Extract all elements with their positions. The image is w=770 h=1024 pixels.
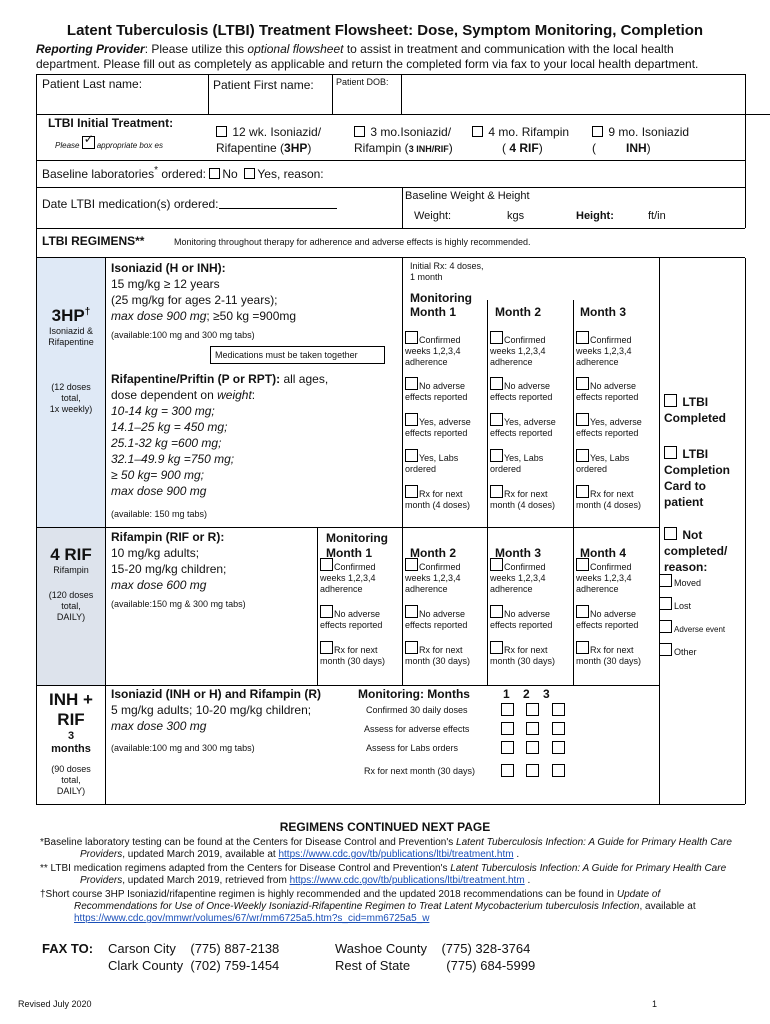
inh-rif-monitor-label: Rx for next month (30 days)	[364, 766, 476, 776]
monitor-3hp-item-label: No adverse effects reported	[576, 381, 639, 402]
monitor-4rif-item[interactable]	[576, 605, 656, 631]
monitor-3hp-item-label: Rx for next month (4 doses)	[576, 489, 642, 510]
regimen-4rif-name: 4 RIF Rifampin	[50, 545, 92, 575]
regimen-inh-rif-doses: (90 doses total, DAILY)	[51, 764, 91, 796]
monitor-4rif-item-checkbox[interactable]	[320, 558, 333, 571]
option-9inh[interactable]: 9 mo. Isoniazid ( INH)	[592, 125, 690, 155]
monitor-3hp-item-checkbox[interactable]	[405, 331, 418, 344]
height-label: Height:	[576, 210, 614, 222]
regimen-4rif-doses: (120 doses total, DAILY)	[48, 590, 94, 622]
inh-rif-month-checkbox[interactable]	[526, 703, 539, 716]
completion-card-checkbox[interactable]	[664, 446, 677, 459]
month-header: Month 2	[410, 546, 456, 560]
patient-first-name-label: Patient First name:	[213, 78, 314, 92]
completion-card[interactable]: LTBI Completion Card to patient	[664, 447, 730, 509]
regimens-label: LTBI REGIMENS**	[42, 234, 145, 248]
month-header: Month 1	[326, 546, 372, 560]
inh-availability: (available:100 mg and 300 mg tabs)	[111, 330, 255, 340]
monitor-4rif-item-checkbox[interactable]	[576, 605, 589, 618]
inh-rif-monitor-label: Assess for adverse effects	[364, 724, 470, 734]
rpt-availability: (available: 150 mg tabs)	[111, 509, 208, 519]
monitor-4rif-item-label: No adverse effects reported	[490, 609, 553, 630]
monitor-3hp-item[interactable]	[490, 485, 570, 511]
not-completed-checkbox[interactable]	[664, 527, 677, 540]
monitor-4rif-item[interactable]	[320, 641, 400, 667]
monitor-3hp-item-label: No adverse effects reported	[490, 381, 553, 402]
baseline-labs-no-checkbox[interactable]	[209, 168, 220, 179]
reason-adverse-checkbox[interactable]	[659, 620, 672, 633]
weight-unit: kgs	[507, 210, 525, 222]
monitor-3hp-item[interactable]	[576, 331, 656, 368]
checkbox-9inh[interactable]	[592, 126, 603, 137]
monitor-4rif-item[interactable]	[320, 558, 400, 595]
monitor-3hp-item-label: Confirmed weeks 1,2,3,4 adherence	[490, 335, 546, 367]
inh-rif-availability: (available:100 mg and 300 mg tabs)	[111, 743, 255, 753]
monitor-3hp-item[interactable]	[576, 485, 656, 511]
monitor-4rif-item-label: Rx for next month (30 days)	[490, 645, 556, 666]
baseline-weight-header: Baseline Weight & Height	[405, 190, 530, 202]
reason-lost[interactable]: Lost	[659, 597, 725, 620]
inh-rif-month-checkbox[interactable]	[526, 722, 539, 735]
monitor-4rif-item[interactable]	[405, 558, 485, 595]
page-number: 1	[652, 999, 658, 1009]
inh-rif-month-checkbox[interactable]	[552, 722, 565, 735]
monitor-4rif-item[interactable]	[490, 558, 570, 595]
monitor-4rif-item[interactable]	[320, 605, 400, 631]
footnote-1: *Baseline laboratory testing can be found at the Centers for Disease Control and Prevention's Latent Tuberculosis Infection: A Guide for Primary Health Care Providers, updated March 2019, available at https://www.cdc.gov/tb/publications/ltbi/treatment.htm .	[40, 837, 732, 860]
fax-row: Washoe County (775) 328-3764	[335, 941, 531, 956]
monitor-3hp-item[interactable]	[405, 485, 485, 511]
monitor-4rif-item-checkbox[interactable]	[405, 605, 418, 618]
option-3hp[interactable]: 12 wk. Isoniazid/ Rifapentine (3HP)	[216, 125, 322, 155]
rif-availability: (available:150 mg & 300 mg tabs)	[111, 599, 246, 609]
monitor-3hp-item-checkbox[interactable]	[576, 449, 589, 462]
footnote-3-link[interactable]: https://www.cdc.gov/mmwr/volumes/67/wr/mm6725a5.htm?s_cid=mm6725a5_w	[74, 913, 430, 924]
revised-date: Revised July 2020	[18, 999, 92, 1009]
reason-other-checkbox[interactable]	[659, 643, 672, 656]
monitor-3hp-item[interactable]	[490, 413, 570, 439]
regimen-3hp-doses: (12 doses total, 1x weekly)	[49, 382, 93, 414]
reason-moved[interactable]: Moved	[659, 574, 725, 597]
reason-list	[659, 574, 725, 666]
option-4rif[interactable]: 4 mo. Rifampin ( 4 RIF)	[472, 124, 569, 156]
checkbox-4rif[interactable]	[472, 126, 483, 137]
inh-rif-month-checkbox[interactable]	[501, 741, 514, 754]
option-3inh-rif[interactable]: 3 mo.Isoniazid/ Rifampin (3 INH/RIF)	[354, 125, 453, 155]
inh-rif-month-checkbox[interactable]	[501, 703, 514, 716]
monitor-3hp-item[interactable]	[405, 413, 485, 439]
monitor-3hp-item-checkbox[interactable]	[405, 449, 418, 462]
regimen-3hp-name: 3HP† Isoniazid & Rifapentine	[48, 306, 94, 347]
patient-dob-field[interactable]	[336, 90, 398, 110]
baseline-labs-yes-checkbox[interactable]	[244, 168, 255, 179]
monitor-4rif-item-checkbox[interactable]	[490, 641, 503, 654]
page-title: Latent Tuberculosis (LTBI) Treatment Flowsheet: Dose, Symptom Monitoring, Completion	[66, 22, 704, 39]
reason-adverse[interactable]: Adverse event	[659, 620, 725, 643]
monitor-4rif-item[interactable]	[405, 641, 485, 667]
monitor-3hp-item[interactable]	[490, 377, 570, 403]
monitor-3hp-item-checkbox[interactable]	[490, 331, 503, 344]
monitor-3hp-item-label: No adverse effects reported	[405, 381, 468, 402]
inh-dosing: Isoniazid (H or INH): 15 mg/kg ≥ 12 years (25 mg/kg for ages 2-11 years); max dose 900 mg; ≥50 kg =900mg	[111, 261, 297, 323]
monitoring-3hp-label: Monitoring	[410, 291, 472, 305]
inh-rif-monitor-label: Assess for Labs orders	[366, 743, 459, 753]
monitor-3hp-item-checkbox[interactable]	[405, 377, 418, 390]
monitor-3hp-item-checkbox[interactable]	[576, 377, 589, 390]
date-ordered-field[interactable]	[219, 198, 337, 209]
monitor-3hp-item-label: Yes, Labs ordered	[490, 453, 544, 474]
check-icon: ✓	[82, 136, 95, 149]
monitor-4rif-item[interactable]	[576, 641, 656, 667]
ltbi-completed[interactable]: LTBI Completed	[664, 395, 727, 425]
monitor-4rif-item[interactable]	[576, 558, 656, 595]
monitor-4rif-item-checkbox[interactable]	[490, 605, 503, 618]
monitor-3hp-item[interactable]	[576, 413, 656, 439]
monitor-4rif-item-checkbox[interactable]	[405, 641, 418, 654]
not-completed[interactable]: Not completed/ reason:	[664, 528, 728, 574]
monitor-4rif-item-label: Rx for next month (30 days)	[320, 645, 386, 666]
monitor-4rif-item-label: No adverse effects reported	[320, 609, 383, 630]
monitor-3hp-item-label: Yes, adverse effects reported	[405, 417, 471, 438]
monitor-3hp-item-checkbox[interactable]	[576, 485, 589, 498]
monitor-3hp-item-checkbox[interactable]	[490, 449, 503, 462]
footnote-3: †Short course 3HP Isoniazid/rifapentine regimen is highly recommended and the updated 2018 recommendations can be found in Update of Recommendations for Use of Once-Weekly Isoniazid-Rifapentine Regimen to Treat Latent Mycobacterium tuberculosis Infection, available at https://www.cdc.gov/mmwr/volumes/67/wr/mm6725a5.htm?s_cid=mm6725a5_w	[40, 889, 696, 924]
monitor-4rif-item-label: Confirmed weeks 1,2,3,4 adherence	[405, 562, 461, 594]
fax-row: Rest of State (775) 684-5999	[335, 958, 536, 973]
monitor-4rif-item-label: Rx for next month (30 days)	[576, 645, 642, 666]
footnote-2: ** LTBI medication regimens adapted from the Centers for Disease Control and Prevention's Latent Tuberculosis Infection: A Guide for Primary Health Care Providers, updated March 2019, retrieved from https://www.cdc.gov/tb/publications/ltbi/treatment.htm .	[40, 863, 727, 886]
inh-rif-monitor-label: Confirmed 30 daily doses	[366, 705, 468, 715]
monitoring-4rif-label: Monitoring	[326, 531, 388, 545]
initial-rx-note: Initial Rx: 4 doses, 1 month	[410, 261, 484, 282]
monitor-3hp-item-checkbox[interactable]	[490, 413, 503, 426]
monitor-3hp-item-label: Confirmed weeks 1,2,3,4 adherence	[576, 335, 632, 367]
month-header: Month 3	[495, 546, 541, 560]
inh-rif-month-checkbox[interactable]	[501, 722, 514, 735]
inh-rif-month-checkbox[interactable]	[526, 764, 539, 777]
month-header: Month 3	[580, 305, 626, 319]
monitor-3hp-item-label: Confirmed weeks 1,2,3,4 adherence	[405, 335, 461, 367]
inh-rif-month-numbers: 1 2 3	[503, 687, 550, 701]
checkbox-3inh-rif[interactable]	[354, 126, 365, 137]
monitor-4rif-item-label: Confirmed weeks 1,2,3,4 adherence	[490, 562, 546, 594]
monitor-3hp-item[interactable]	[576, 449, 656, 475]
monitor-4rif-item-checkbox[interactable]	[320, 641, 333, 654]
monitor-4rif-item-checkbox[interactable]	[320, 605, 333, 618]
monitor-3hp-item-label: Yes, adverse effects reported	[576, 417, 642, 438]
monitor-4rif-item[interactable]	[490, 641, 570, 667]
regimen-inh-rif-name: INH + RIF 3 months	[49, 690, 93, 755]
baseline-labs: Baseline laboratories* ordered: No Yes, reason:	[42, 165, 324, 181]
monitor-3hp-item[interactable]	[405, 377, 485, 403]
inh-rif-month-checkbox[interactable]	[526, 741, 539, 754]
patient-last-name-label: Patient Last name:	[42, 77, 143, 91]
checkbox-3hp[interactable]	[216, 126, 227, 137]
regimens-note: Monitoring throughout therapy for adherence and adverse effects is highly recommended.	[174, 237, 531, 247]
monitor-4rif-item-checkbox[interactable]	[576, 558, 589, 571]
together-note: Medications must be taken together	[210, 346, 385, 364]
monitor-4rif-item[interactable]	[490, 605, 570, 631]
monitor-3hp-item-checkbox[interactable]	[576, 331, 589, 344]
reason-lost-checkbox[interactable]	[659, 597, 672, 610]
reason-moved-checkbox[interactable]	[659, 574, 672, 587]
month-header: Month 1	[410, 305, 456, 319]
monitor-3hp-item-label: Yes, adverse effects reported	[490, 417, 556, 438]
inh-rif-monitoring-label: Monitoring: Months	[358, 687, 470, 701]
monitor-3hp-item-label: Yes, Labs ordered	[405, 453, 459, 474]
rif-dosing: Rifampin (RIF or R): 10 mg/kg adults; 15-20 mg/kg children; max dose 600 mg	[111, 530, 227, 592]
monitor-3hp-item-label: Yes, Labs ordered	[576, 453, 630, 474]
initial-treatment-note: Please ✓ appropriate box es	[55, 132, 163, 150]
rpt-dosing: Rifapentine/Priftin (P or RPT): all ages, dose dependent on weight: 10-14 kg = 300 mg; 14.1–25 kg = 450 mg; 25.1-32 kg =600 mg; 32.1–49.9 kg =750 mg; ≥ 50 kg= 900 mg; max dose 900 mg	[111, 372, 329, 498]
inh-rif-month-checkbox[interactable]	[552, 764, 565, 777]
footnote-2-link[interactable]: https://www.cdc.gov/tb/publications/ltbi/treatment.htm	[289, 875, 525, 886]
fax-row: Clark County (702) 759-1454	[108, 958, 280, 973]
fax-row: Carson City (775) 887-2138	[108, 941, 280, 956]
patient-last-name-field[interactable]	[41, 92, 205, 112]
date-ordered: Date LTBI medication(s) ordered:	[42, 196, 337, 212]
monitor-4rif-item[interactable]	[405, 605, 485, 631]
inh-rif-month-checkbox[interactable]	[552, 703, 565, 716]
monitor-4rif-item-label: No adverse effects reported	[405, 609, 468, 630]
monitor-3hp-item[interactable]	[405, 449, 485, 475]
inh-rif-month-checkbox[interactable]	[552, 741, 565, 754]
monitor-4rif-item-label: No adverse effects reported	[576, 609, 639, 630]
patient-dob-label: Patient DOB:	[336, 77, 389, 87]
intro-lead: Reporting Provider	[36, 42, 145, 56]
monitor-4rif-item-label: Confirmed weeks 1,2,3,4 adherence	[576, 562, 632, 594]
monitor-3hp-item[interactable]	[405, 331, 485, 368]
monitor-4rif-item-checkbox[interactable]	[405, 558, 418, 571]
month-header: Month 4	[580, 546, 626, 560]
height-unit: ft/in	[648, 210, 666, 222]
monitor-4rif-item-checkbox[interactable]	[576, 641, 589, 654]
monitor-3hp-item-checkbox[interactable]	[490, 485, 503, 498]
monitor-4rif-item-label: Confirmed weeks 1,2,3,4 adherence	[320, 562, 376, 594]
monitor-3hp-item-checkbox[interactable]	[490, 377, 503, 390]
monitor-3hp-item-checkbox[interactable]	[405, 485, 418, 498]
patient-first-name-field[interactable]	[212, 94, 330, 112]
intro-text: Reporting Provider: Please utilize this optional flowsheet to assist in treatment and communication with the local health department. Please fill out as completely as applicable and return the completed form via fax to your local health department.	[36, 42, 699, 71]
monitor-3hp-item-checkbox[interactable]	[405, 413, 418, 426]
inh-rif-month-checkbox[interactable]	[501, 764, 514, 777]
monitor-3hp-item-label: Rx for next month (4 doses)	[490, 489, 556, 510]
monitor-3hp-item[interactable]	[490, 449, 570, 475]
weight-label: Weight:	[414, 210, 452, 222]
footnote-1-link[interactable]: https://www.cdc.gov/tb/publications/ltbi/treatment.htm	[278, 849, 514, 860]
continued-note: REGIMENS CONTINUED NEXT PAGE	[279, 820, 491, 834]
initial-treatment-label: LTBI Initial Treatment:	[48, 116, 174, 130]
monitor-4rif-item-checkbox[interactable]	[490, 558, 503, 571]
ltbi-completed-checkbox[interactable]	[664, 394, 677, 407]
monitor-4rif-item-label: Rx for next month (30 days)	[405, 645, 471, 666]
fax-label: FAX TO:	[42, 941, 94, 956]
monitor-3hp-item[interactable]	[490, 331, 570, 368]
reason-other[interactable]: Other	[659, 643, 725, 666]
monitor-3hp-item-label: Rx for next month (4 doses)	[405, 489, 471, 510]
inh-rif-dosing: Isoniazid (INH or H) and Rifampin (R) 5 mg/kg adults; 10-20 mg/kg children; max dose 300 mg	[111, 687, 321, 733]
month-header: Month 2	[495, 305, 541, 319]
monitor-3hp-item[interactable]	[576, 377, 656, 403]
monitor-3hp-item-checkbox[interactable]	[576, 413, 589, 426]
